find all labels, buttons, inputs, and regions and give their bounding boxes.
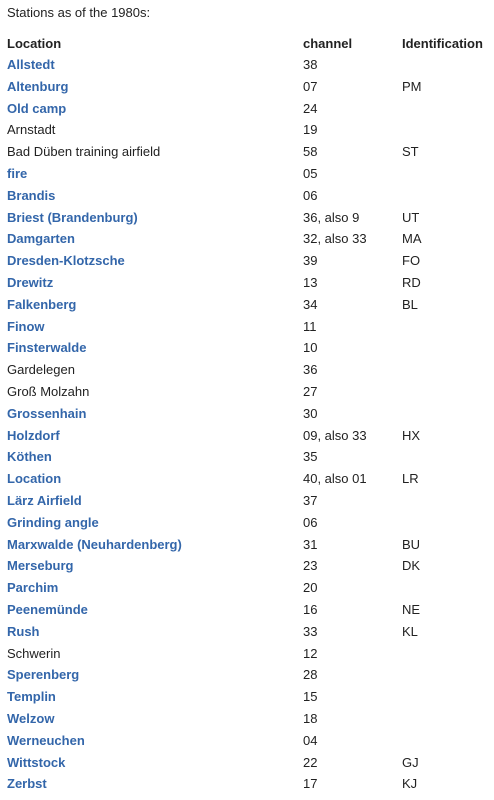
channel-cell: 33 bbox=[303, 623, 318, 639]
location-link[interactable]: Location bbox=[7, 471, 62, 487]
channel-cell: 13 bbox=[303, 274, 318, 290]
location-link[interactable]: Peenemünde bbox=[7, 601, 88, 617]
stations-table bbox=[2, 33, 494, 795]
channel-cell: 19 bbox=[303, 122, 318, 138]
channel-cell: 31 bbox=[303, 536, 318, 552]
location-link[interactable]: Wittstock bbox=[7, 754, 66, 770]
location-link[interactable]: Merseburg bbox=[7, 558, 74, 574]
location-link[interactable]: Welzow bbox=[7, 710, 55, 726]
identification-cell: BL bbox=[402, 296, 418, 312]
identification-cell: UT bbox=[402, 209, 420, 225]
identification-cell: PM bbox=[402, 78, 422, 94]
identification-cell bbox=[397, 686, 494, 708]
identification-cell: KL bbox=[402, 623, 418, 639]
identification-cell: GJ bbox=[402, 754, 419, 770]
table-row bbox=[2, 643, 494, 665]
table-row bbox=[2, 98, 494, 120]
location-link[interactable]: Marxwalde (Neuhardenberg) bbox=[7, 536, 182, 552]
table-row bbox=[2, 512, 494, 534]
location-link[interactable]: Old camp bbox=[7, 100, 67, 116]
table-row bbox=[2, 272, 494, 294]
channel-cell: 40, also 01 bbox=[303, 471, 367, 487]
location-link[interactable]: Altenburg bbox=[7, 78, 69, 94]
location-link[interactable]: Dresden-Klotzsche bbox=[7, 253, 125, 269]
table-row bbox=[2, 577, 494, 599]
table-row bbox=[2, 730, 494, 752]
header-row bbox=[2, 33, 494, 54]
identification-cell bbox=[397, 119, 494, 141]
identification-cell: RD bbox=[402, 274, 421, 290]
location-link[interactable]: Lärz Airfield bbox=[7, 492, 82, 508]
table-row bbox=[2, 359, 494, 381]
identification-cell bbox=[397, 512, 494, 534]
channel-cell: 23 bbox=[303, 558, 318, 574]
channel-cell: 11 bbox=[303, 318, 317, 334]
location-cell: Schwerin bbox=[7, 645, 61, 661]
table-row bbox=[2, 425, 494, 447]
identification-cell: NE bbox=[402, 601, 421, 617]
table-row bbox=[2, 664, 494, 686]
channel-cell: 20 bbox=[303, 580, 318, 596]
identification-cell bbox=[397, 730, 494, 752]
channel-cell: 32, also 33 bbox=[303, 231, 367, 247]
table-row bbox=[2, 621, 494, 643]
identification-cell: FO bbox=[402, 253, 421, 269]
channel-cell: 28 bbox=[303, 667, 318, 683]
table-row bbox=[2, 54, 494, 76]
identification-cell: ST bbox=[402, 144, 419, 160]
location-link[interactable]: Finsterwalde bbox=[7, 340, 87, 356]
channel-cell: 15 bbox=[303, 689, 318, 705]
location-link[interactable]: Drewitz bbox=[7, 274, 54, 290]
table-row bbox=[2, 316, 494, 338]
header-identification: Identification bbox=[402, 36, 483, 51]
table-header bbox=[2, 33, 494, 54]
identification-cell: MA bbox=[402, 231, 422, 247]
location-cell: Bad Düben training airfield bbox=[7, 144, 161, 160]
location-link[interactable]: Grossenhain bbox=[7, 405, 87, 421]
location-link[interactable]: Allstedt bbox=[7, 57, 55, 72]
location-link[interactable]: Parchim bbox=[7, 580, 59, 596]
location-link[interactable]: Köthen bbox=[7, 449, 52, 465]
table-body bbox=[2, 54, 494, 795]
location-link[interactable]: Templin bbox=[7, 689, 56, 705]
location-link[interactable]: Grinding angle bbox=[7, 514, 99, 530]
channel-cell: 27 bbox=[303, 383, 318, 399]
identification-cell bbox=[397, 490, 494, 512]
location-link[interactable]: Brandis bbox=[7, 187, 56, 203]
table-row bbox=[2, 185, 494, 207]
location-link[interactable]: Finow bbox=[7, 318, 45, 334]
location-link[interactable]: fire bbox=[7, 165, 28, 181]
channel-cell: 12 bbox=[303, 645, 318, 661]
table-row bbox=[2, 468, 494, 490]
table-row bbox=[2, 534, 494, 556]
channel-cell: 34 bbox=[303, 296, 318, 312]
identification-cell bbox=[397, 185, 494, 207]
intro-text: Stations as of the 1980s: bbox=[7, 5, 151, 20]
channel-cell: 16 bbox=[303, 601, 318, 617]
table-row bbox=[2, 599, 494, 621]
identification-cell bbox=[397, 446, 494, 468]
location-cell: Groß Molzahn bbox=[7, 383, 90, 399]
location-link[interactable]: Damgarten bbox=[7, 231, 75, 247]
identification-cell bbox=[397, 98, 494, 120]
channel-cell: 58 bbox=[303, 144, 318, 160]
channel-cell: 18 bbox=[303, 710, 318, 726]
channel-cell: 30 bbox=[303, 405, 318, 421]
identification-cell: HX bbox=[402, 427, 421, 443]
channel-cell: 06 bbox=[303, 514, 318, 530]
table-row bbox=[2, 250, 494, 272]
table-row bbox=[2, 76, 494, 98]
identification-cell bbox=[397, 337, 494, 359]
identification-cell bbox=[397, 643, 494, 665]
identification-cell: DK bbox=[402, 558, 421, 574]
table-row bbox=[2, 141, 494, 163]
table-row bbox=[2, 381, 494, 403]
identification-cell: BU bbox=[402, 536, 421, 552]
channel-cell: 04 bbox=[303, 732, 318, 748]
location-cell: Arnstadt bbox=[7, 122, 56, 138]
channel-cell: 37 bbox=[303, 492, 318, 508]
channel-cell: 38 bbox=[303, 57, 318, 72]
location-link[interactable]: Falkenberg bbox=[7, 296, 77, 312]
channel-cell: 36, also 9 bbox=[303, 209, 360, 225]
channel-cell: 39 bbox=[303, 253, 318, 269]
table-row bbox=[2, 163, 494, 185]
identification-cell: KJ bbox=[402, 776, 418, 792]
table-row bbox=[2, 752, 494, 774]
table-row bbox=[2, 207, 494, 229]
identification-cell bbox=[397, 316, 494, 338]
identification-cell bbox=[397, 381, 494, 403]
identification-cell bbox=[397, 163, 494, 185]
channel-cell: 07 bbox=[303, 78, 318, 94]
table-row bbox=[2, 337, 494, 359]
location-link[interactable]: Holzdorf bbox=[7, 427, 60, 443]
header-channel: channel bbox=[303, 36, 353, 51]
location-link[interactable]: Rush bbox=[7, 623, 40, 639]
header-location: Location bbox=[7, 36, 62, 51]
channel-cell: 06 bbox=[303, 187, 318, 203]
identification-cell bbox=[397, 403, 494, 425]
table-row bbox=[2, 228, 494, 250]
identification-cell: LR bbox=[402, 471, 419, 487]
table-row bbox=[2, 403, 494, 425]
table-row bbox=[2, 708, 494, 730]
table-row bbox=[2, 119, 494, 141]
table-row bbox=[2, 446, 494, 468]
location-link[interactable]: Zerbst bbox=[7, 776, 47, 792]
identification-cell bbox=[397, 664, 494, 686]
channel-cell: 17 bbox=[303, 776, 318, 792]
channel-cell: 10 bbox=[303, 340, 318, 356]
channel-cell: 22 bbox=[303, 754, 318, 770]
channel-cell: 24 bbox=[303, 100, 318, 116]
table-row bbox=[2, 294, 494, 316]
identification-cell bbox=[397, 54, 494, 76]
table-row bbox=[2, 490, 494, 512]
channel-cell: 09, also 33 bbox=[303, 427, 367, 443]
channel-cell: 05 bbox=[303, 165, 318, 181]
location-cell: Gardelegen bbox=[7, 362, 75, 378]
table-row bbox=[2, 686, 494, 708]
table-row bbox=[2, 555, 494, 577]
channel-cell: 36 bbox=[303, 362, 318, 378]
location-link[interactable]: Werneuchen bbox=[7, 732, 85, 748]
location-link[interactable]: Sperenberg bbox=[7, 667, 80, 683]
location-link[interactable]: Briest (Brandenburg) bbox=[7, 209, 138, 225]
identification-cell bbox=[397, 577, 494, 599]
identification-cell bbox=[397, 359, 494, 381]
channel-cell: 35 bbox=[303, 449, 318, 465]
table-row bbox=[2, 773, 494, 795]
identification-cell bbox=[397, 708, 494, 730]
